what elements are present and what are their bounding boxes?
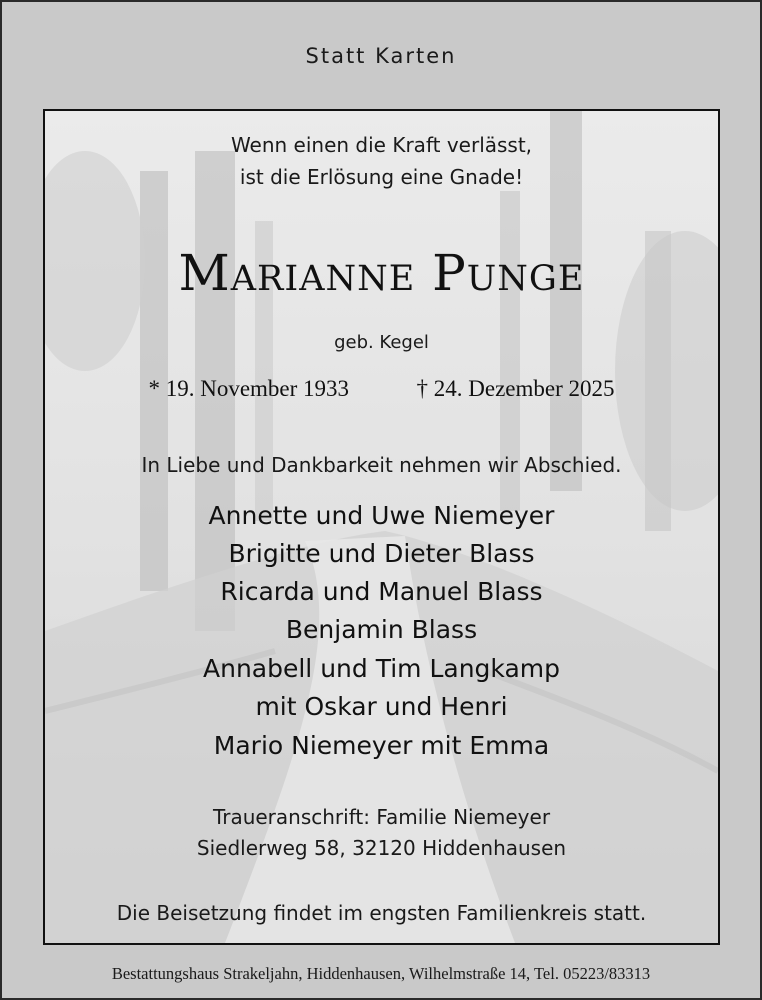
farewell-text: In Liebe und Dankbarkeit nehmen wir Abschied. <box>141 453 622 477</box>
header-title: Statt Karten <box>305 44 457 68</box>
life-dates <box>45 376 718 402</box>
address-line-1: Traueranschrift: Familie Niemeyer <box>212 805 551 829</box>
background-photo-frame <box>43 109 720 945</box>
death-date: † 24. Dezember 2025 <box>416 376 615 401</box>
funeral-home-footer: Bestattungshaus Strakeljahn, Hiddenhausen, Wilhelmstraße 14, Tel. 05223/83313 <box>111 964 651 983</box>
birth-date: * 19. November 1933 <box>148 376 350 401</box>
mourner-line: Annette und Uwe Niemeyer <box>208 501 555 530</box>
mourner-line: Brigitte und Dieter Blass <box>228 539 535 568</box>
birth-name: geb. Kegel <box>334 332 429 353</box>
verse-line-2: ist die Erlösung eine Gnade! <box>239 165 524 189</box>
deceased-name: Marianne Punge <box>178 244 585 302</box>
mourner-line: mit Oskar und Henri <box>255 692 508 721</box>
mourner-line: Benjamin Blass <box>285 615 478 644</box>
mourner-line: Ricarda und Manuel Blass <box>220 577 543 606</box>
funeral-note: Die Beisetzung findet im engsten Familienkreis statt. <box>116 901 647 925</box>
mourner-line: Mario Niemeyer mit Emma <box>213 731 550 760</box>
verse-line-1: Wenn einen die Kraft verlässt, <box>230 133 533 157</box>
address-line-2: Siedlerweg 58, 32120 Hiddenhausen <box>196 836 567 860</box>
mourner-line: Annabell und Tim Langkamp <box>203 654 560 683</box>
